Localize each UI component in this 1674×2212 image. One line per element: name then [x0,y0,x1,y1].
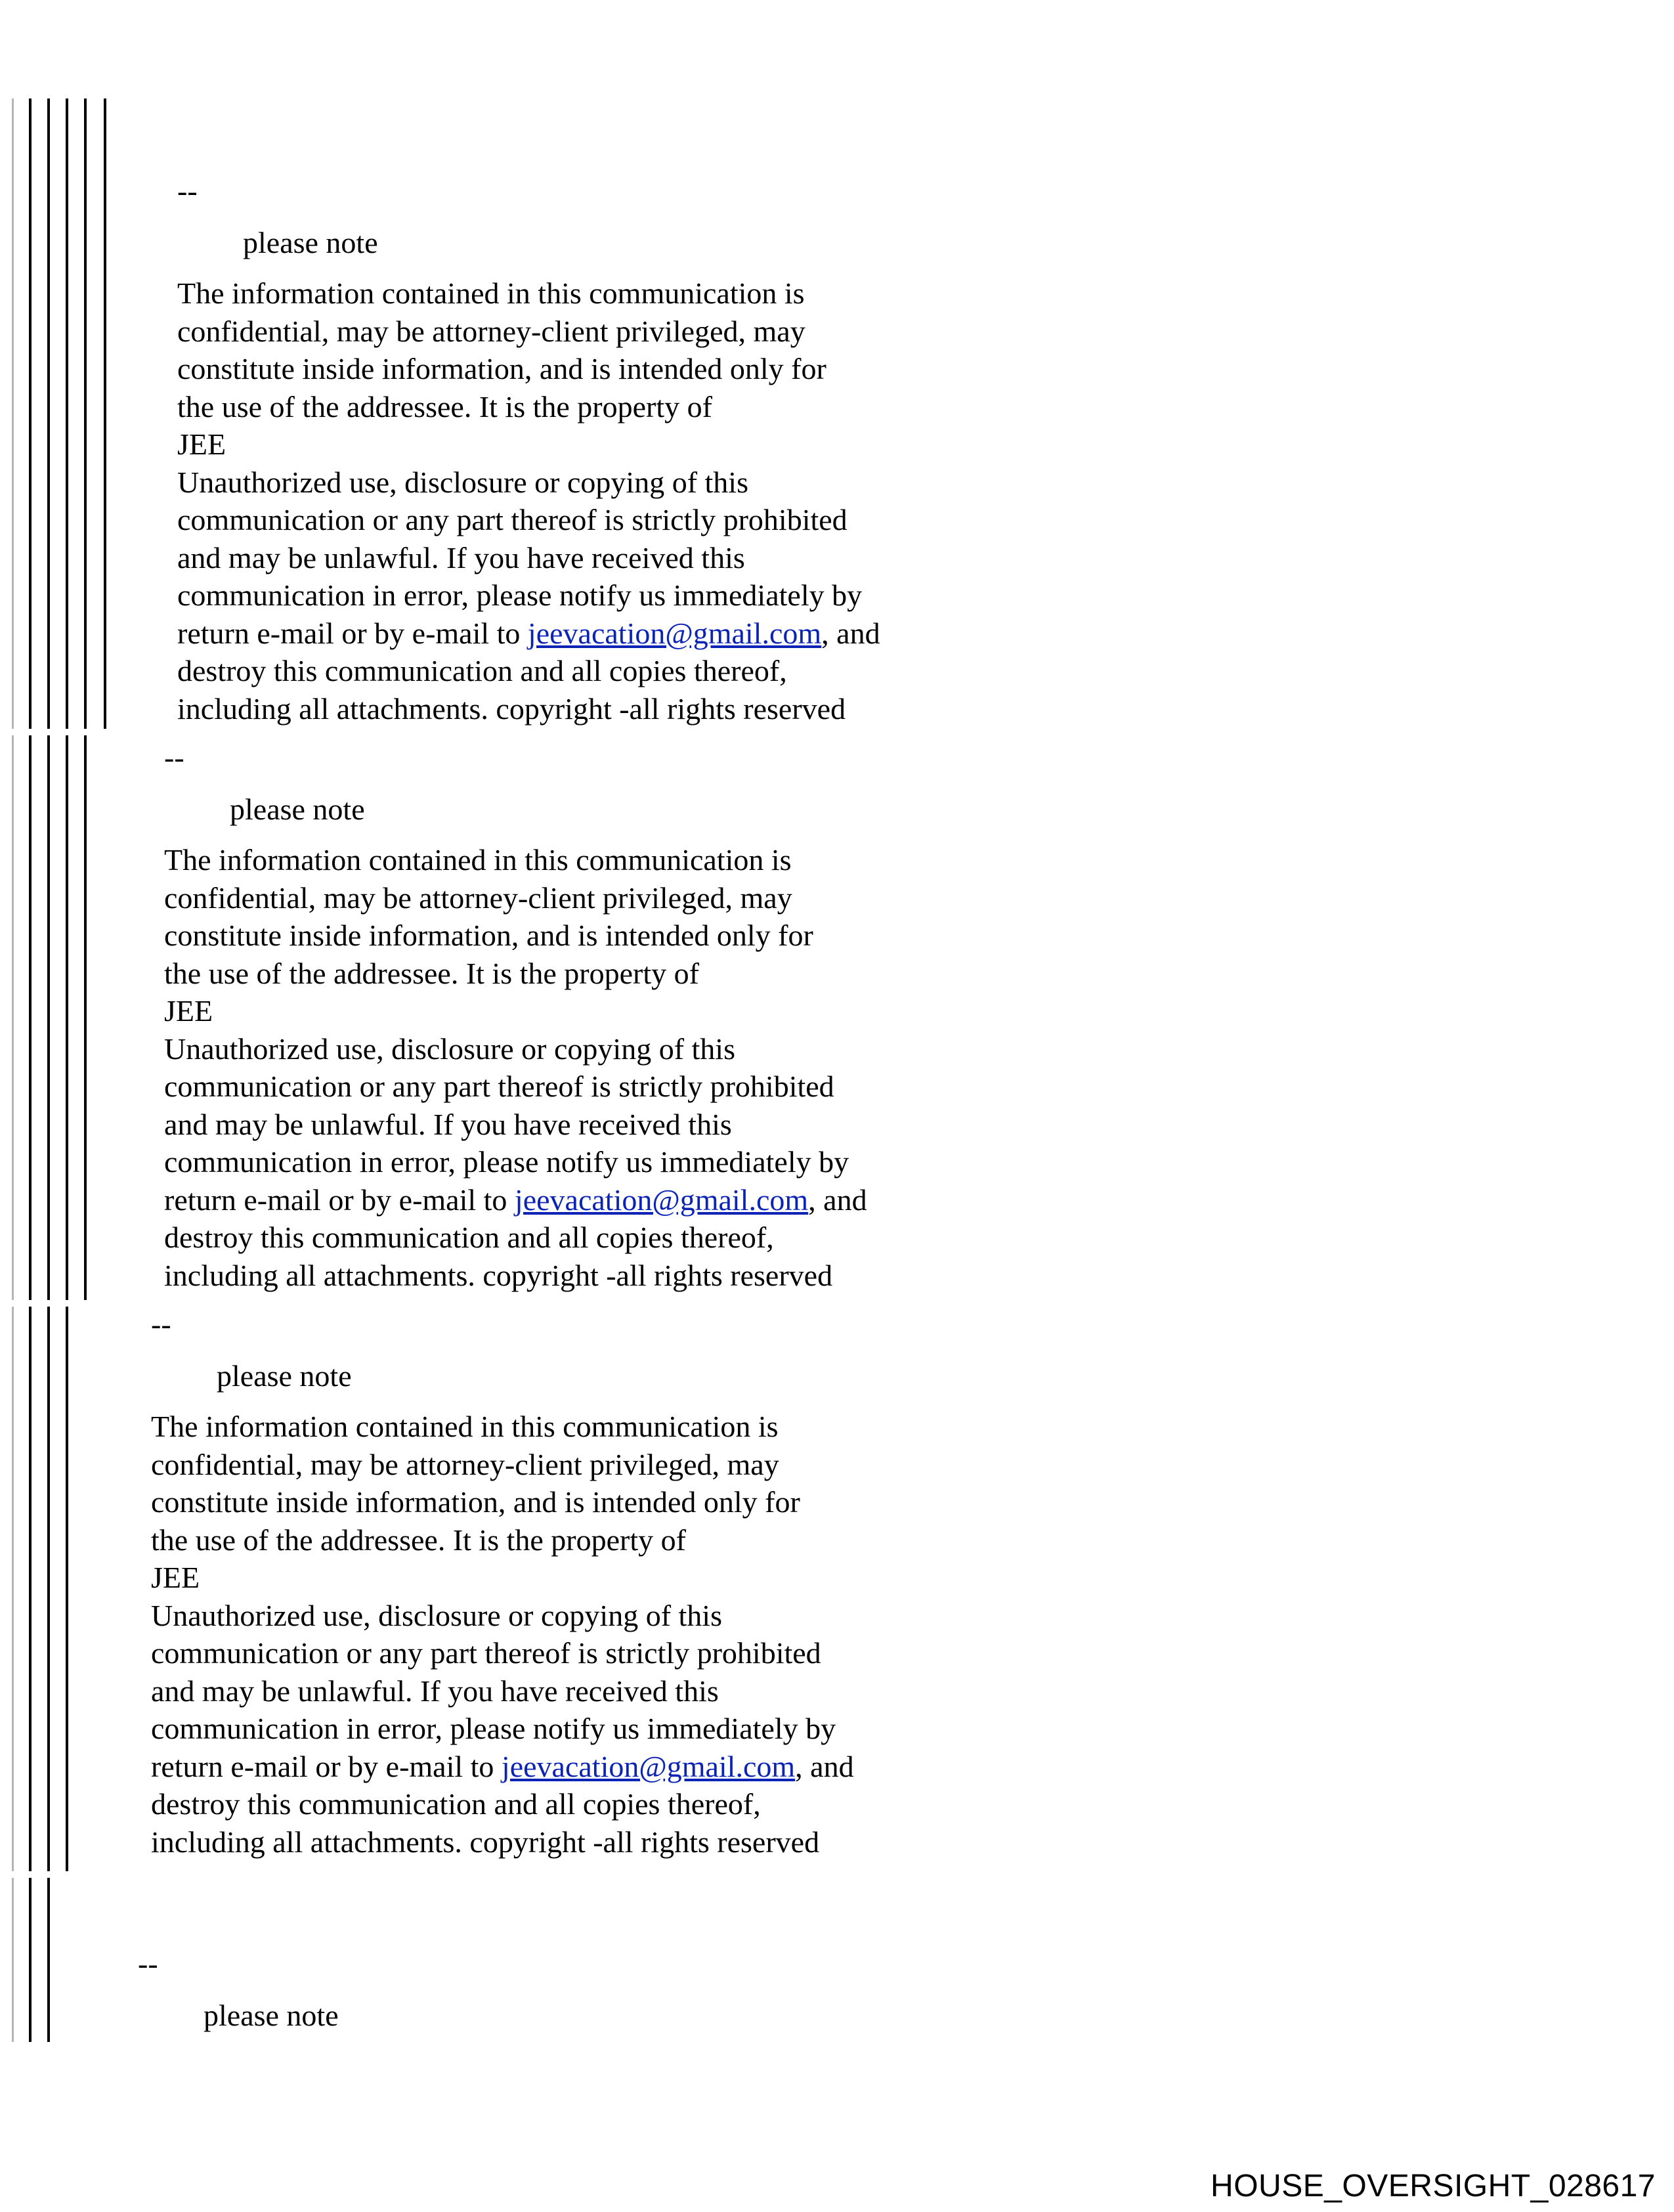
disclaimer-email-line [151,1748,854,1786]
disclaimer-line: destroy this communication and all copies thereof, [177,654,787,687]
disclaimer-line: The information contained in this communication is [177,276,805,310]
disclaimer-line: the use of the addressee. It is the property of [164,956,699,990]
email-suffix: , and [808,1182,867,1217]
disclaimer-line: JEE [164,994,213,1028]
disclaimer-line: Unauthorized use, disclosure or copying of this [151,1598,722,1632]
disclaimer-block [177,172,880,727]
email-suffix: , and [821,616,880,650]
disclaimer-line: communication or any part thereof is strictly prohibited [177,503,848,536]
email-suffix: , and [795,1749,854,1783]
please-note-heading: please note [217,1358,352,1393]
bates-number: HOUSE_OVERSIGHT_028617 [1211,2169,1656,2203]
disclaimer-line: JEE [177,427,226,461]
signature-separator: -- [177,174,198,207]
disclaimer-line: including all attachments. copyright -all rights reserved [151,1825,820,1859]
email-prefix: return e-mail or by e-mail to [164,1182,515,1217]
disclaimer-line: communication or any part thereof is strictly prohibited [151,1636,821,1670]
disclaimer-block [164,739,867,1294]
email-prefix: return e-mail or by e-mail to [177,616,528,650]
signature-separator: -- [164,741,184,774]
disclaimer-line: communication in error, please notify us immediately by [151,1712,836,1745]
disclaimer-line: constitute inside information, and is intended only for [164,919,813,952]
disclaimer-block [138,1945,339,2047]
disclaimer-line: Unauthorized use, disclosure or copying of this [164,1031,735,1066]
disclaimer-line: communication in error, please notify us immediately by [164,1145,849,1179]
signature-separator: -- [138,1947,158,1980]
disclaimer-email-line [177,615,880,653]
disclaimer-email-line [164,1181,867,1219]
please-note-heading: please note [243,225,378,259]
email-prefix: return e-mail or by e-mail to [151,1749,502,1783]
please-note-heading: please note [230,792,365,826]
disclaimer-line: communication or any part thereof is strictly prohibited [164,1070,834,1103]
disclaimer-line: The information contained in this communication is [164,843,792,877]
disclaimer-line: and may be unlawful. If you have received this [177,540,745,575]
disclaimer-line: confidential, may be attorney-client privileged, may [151,1447,779,1481]
disclaimer-line: the use of the addressee. It is the property of [177,389,712,423]
disclaimer-line: including all attachments. copyright -all rights reserved [177,691,846,726]
signature-separator: -- [151,1307,171,1341]
disclaimer-line: confidential, may be attorney-client privileged, may [164,880,792,915]
disclaimer-line: constitute inside information, and is intended only for [177,352,826,385]
disclaimer-line: JEE [151,1561,200,1594]
disclaimer-line: including all attachments. copyright -all rights reserved [164,1258,833,1292]
disclaimer-line: communication in error, please notify us immediately by [177,578,863,612]
disclaimer-line: and may be unlawful. If you have received this [151,1674,719,1708]
disclaimer-line: and may be unlawful. If you have received this [164,1107,732,1141]
disclaimer-line: Unauthorized use, disclosure or copying of this [177,465,748,499]
disclaimer-line: destroy this communication and all copies thereof, [151,1787,761,1821]
email-link[interactable]: jeevacation@gmail.com [527,616,822,650]
disclaimer-line: The information contained in this communication is [151,1410,779,1443]
disclaimer-block [151,1305,854,1861]
please-note-heading: please note [204,1998,339,2032]
disclaimer-line: constitute inside information, and is intended only for [151,1485,800,1519]
disclaimer-line: the use of the addressee. It is the property of [151,1523,686,1557]
disclaimer-line: destroy this communication and all copies thereof, [164,1221,774,1254]
email-link[interactable]: jeevacation@gmail.com [514,1182,809,1217]
email-link[interactable]: jeevacation@gmail.com [501,1749,796,1783]
disclaimer-line: confidential, may be attorney-client privileged, may [177,314,805,348]
